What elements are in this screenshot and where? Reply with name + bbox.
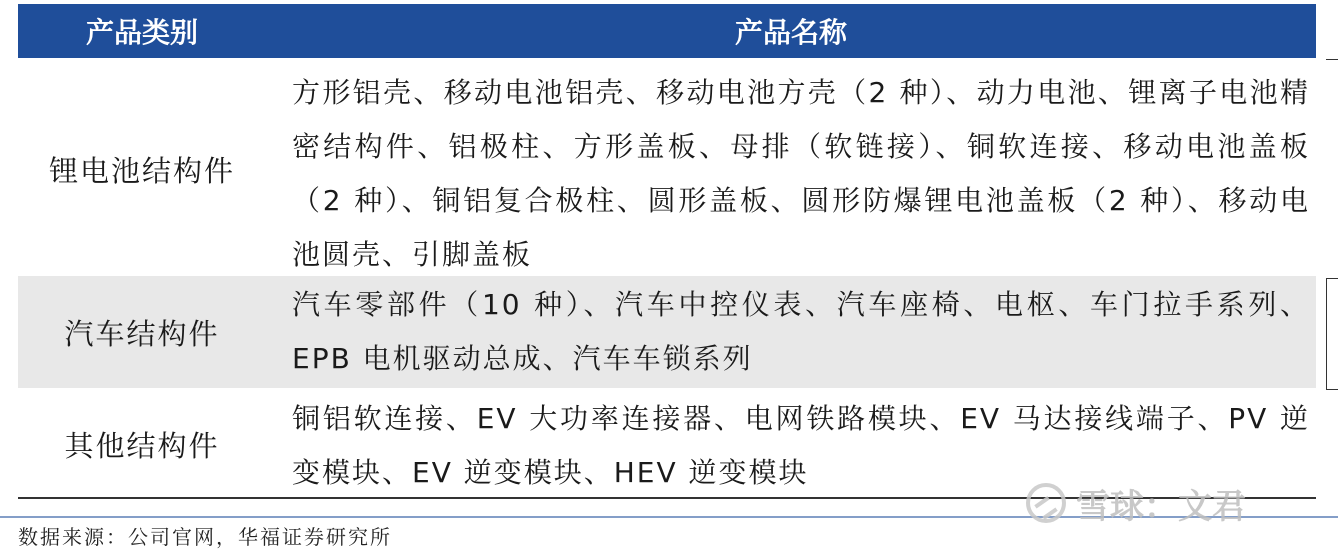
- header-category: 产品类别: [85, 16, 198, 49]
- product-table: [18, 4, 1316, 500]
- row-category: 锂电池结构件: [48, 153, 235, 188]
- row-products: 铜铝软连接、EV 大功率连接器、电网铁路模块、EV 马达接线端子、PV 逆变模块、EV 逆变模块、HEV 逆变模块: [292, 402, 1310, 489]
- header-product-name: 产品名称: [734, 16, 847, 49]
- border-tick: [1326, 59, 1338, 60]
- row-products: 汽车零部件（10 种）、汽车中控仪表、汽车座椅、电枢、车门拉手系列、EPB 电机驱动总成、汽车车锁系列: [292, 288, 1310, 375]
- border-line: [1326, 278, 1327, 390]
- snowball-logo-icon: [1026, 483, 1066, 523]
- watermark: [1026, 478, 1246, 528]
- border-tick: [1326, 278, 1338, 279]
- border-tick: [1326, 389, 1338, 390]
- row-products: 方形铝壳、移动电池铝壳、移动电池方壳（2 种）、动力电池、锂离子电池精密结构件、铝极柱、方形盖板、母排（软链接）、铜软连接、移动电池盖板（2 种）、铜铝复合极柱、圆形盖板、圆形防爆锂电池盖板（2 种）、移动电池圆壳、引脚盖板: [292, 76, 1310, 271]
- row-category: 其他结构件: [64, 428, 220, 463]
- source-note: 数据来源：公司官网，华福证券研究所: [18, 525, 392, 549]
- watermark-text: 雪球：文君: [1076, 486, 1246, 527]
- row-category: 汽车结构件: [64, 316, 220, 351]
- table-row: [18, 276, 1316, 388]
- table-header-row: [18, 4, 1316, 58]
- table-row: [18, 58, 1316, 276]
